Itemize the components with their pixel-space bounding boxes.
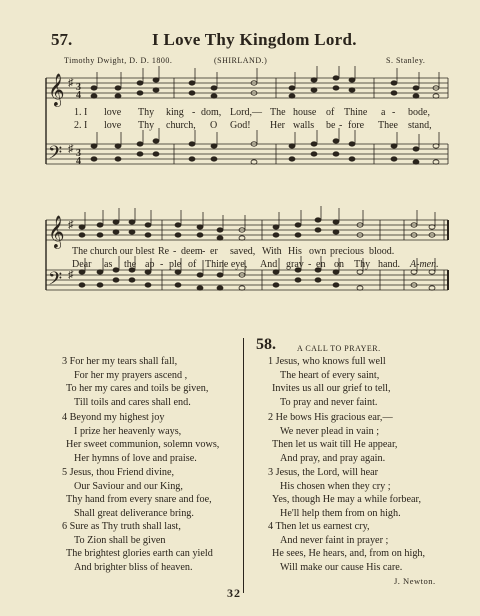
page-number: 32 <box>227 586 241 600</box>
svg-text:♯: ♯ <box>68 269 74 281</box>
svg-text:4: 4 <box>76 90 81 101</box>
svg-text:𝄢: 𝄢 <box>48 269 63 294</box>
hymn-title: I Love Thy Kingdom Lord. <box>152 30 357 49</box>
svg-text:4: 4 <box>76 156 81 167</box>
svg-text:♯: ♯ <box>68 77 74 89</box>
svg-text:𝄞: 𝄞 <box>48 73 65 106</box>
svg-text:𝄞: 𝄞 <box>48 215 65 248</box>
hymn-58-number: 58. <box>256 336 276 353</box>
hymn58-verse-1: 1 Jesus, who knows full well The heart of every saint, Invites us all our grief to tell, To pray and never faint. <box>268 356 391 408</box>
hymn57-verse-6: 6 Sure as Thy truth shall last, To Zion shall be given The brightest glories earth can yield And brighter bliss of heaven. <box>62 521 213 573</box>
author-credit: Timothy Dwight, D. D. 1800. <box>64 56 173 65</box>
svg-text:3: 3 <box>76 82 81 93</box>
hymn-number: 57. <box>51 30 73 49</box>
svg-text:3: 3 <box>76 148 81 159</box>
hymn57-verse-4: 4 Beyond my highest joy I prize her heavenly ways, Her sweet communion, solemn vows, Her hymns of love and praise. <box>62 412 220 464</box>
hymn57-verse-3: 3 For her my tears shall fall, For her my prayers ascend , To her my cares and toils be given, Till toils and cares shall end. <box>62 356 209 408</box>
hymn58-verse-2: 2 He bows His gracious ear,— We never plead in vain ; Then let us wait till He appear, And pray, and pray again. <box>268 412 398 464</box>
tune-name: (SHIRLAND.) <box>214 56 268 65</box>
hymn58-author: J. Newton. <box>394 576 436 586</box>
composer-credit: S. Stanley. <box>386 56 426 65</box>
hymn58-verse-3: 3 Jesus, the Lord, will hear His chosen when they cry ; Yes, though He may a while forbear, He'll help them from on high. <box>268 467 422 519</box>
svg-text:♯: ♯ <box>68 219 74 231</box>
column-divider <box>243 338 244 593</box>
hymn57-verse-5: 5 Jesus, thou Friend divine, Our Saviour and our King, Thy hand from every snare and foe, Shall great deliverance bring. <box>62 467 212 519</box>
svg-text:𝄢: 𝄢 <box>48 143 63 168</box>
amen-text: A-men. <box>410 259 439 270</box>
hymn58-verse-4: 4 Then let us earnest cry, And never faint in prayer ; He sees, He hears, and, from on high, Will make our cause His care. <box>268 521 426 573</box>
svg-text:♯: ♯ <box>68 143 74 155</box>
hymn-58-title: A CALL TO PRAYER. <box>297 344 381 353</box>
